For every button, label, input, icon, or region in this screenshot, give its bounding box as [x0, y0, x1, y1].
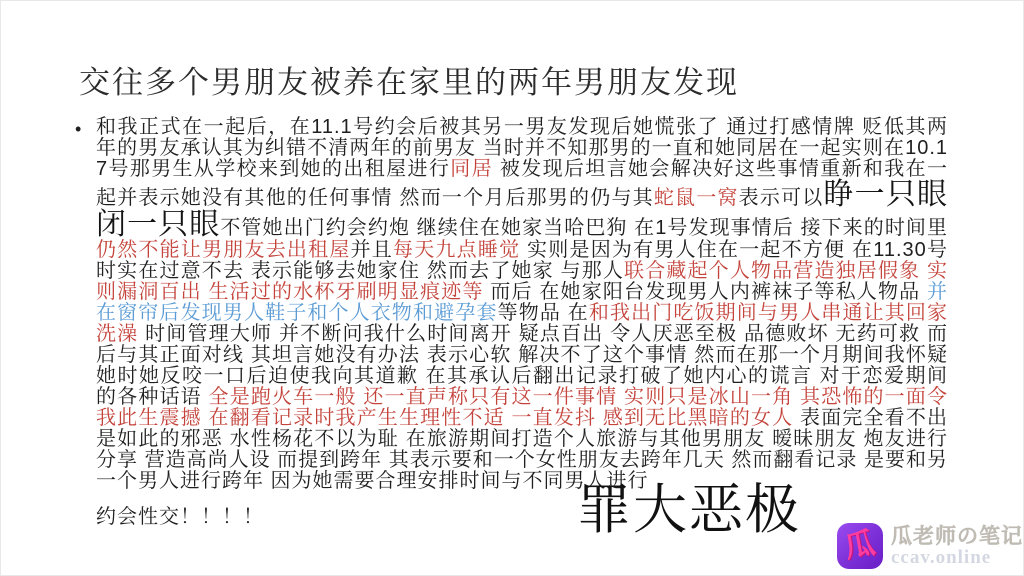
text-segment: 并在窗帘后发现男人鞋子和个人衣物和避孕套	[96, 281, 948, 324]
text-segment: 和我出门吃饭期间与男人串通让其回家洗澡	[96, 302, 949, 345]
slide-title: 交往多个男朋友被养在家里的两年男朋友发现	[79, 65, 739, 100]
text-segment: 表示可以	[738, 187, 824, 209]
melon-glyph: 瓜	[842, 526, 878, 565]
text-segment: 睁一只眼闭一只眼	[96, 178, 949, 241]
text-segment: 蛇鼠一窝	[653, 187, 739, 209]
text-segment: 联合藏起个人物品营造独居假象 实则漏洞百出 生活过的水杯牙刷明显痕迹等	[96, 260, 949, 303]
text-segment: 仍然不能让男朋友去出租屋	[96, 239, 351, 261]
text-segment: 而后 在她家阳台发现男人内裤袜子等私人物品	[483, 281, 927, 303]
body-paragraph	[96, 117, 948, 492]
text-segment: 并且	[350, 239, 393, 261]
text-segment: 时间管理大师 并不断问我什么时间离开 疑点百出 令人厌恶至极 品德败坏 无药可救 而后与其正面对线 其坦言她没有办法 表示心软 解决不了这个事情 然而在那一个月期间我怀疑她时她反咬一口后迫使我向其道歉 在其承认后翻出记录打破了她内心的谎言 对于恋爱期间的各种话语	[96, 323, 948, 408]
watermark-melon-icon	[837, 523, 883, 569]
text-segment: 全是跑火车一般 还一直声称只有这一件事情 实则只是冰山一角 其恐怖的一面令我此生震撼 在翻看记录时我产生生理性不适 一直发抖 感到无比黑暗的女人	[96, 386, 948, 429]
text-segment: 每天九点睡觉	[393, 239, 521, 261]
text-segment: 表面完全看不出是如此的邪恶 水性杨花不以为耻 在旅游期间打造个人旅游与其他男朋友 暧昧朋友 炮友进行分享 营造高尚人设 而提到跨年 其表示要和一个女性朋友去跨年几天 然而翻看记录 是要和另一个男人进行跨年 因为她需要合理安排时间与不同男人进行	[96, 407, 948, 492]
text-segment: 同居	[450, 158, 493, 180]
bullet-icon: •	[75, 119, 82, 139]
watermark	[837, 523, 1023, 569]
watermark-domain: ccav.online	[891, 546, 992, 568]
text-segment: 和我正式在一起后，在11.1号约会后被其另一男友发现后她慌张了 通过打感情牌 贬低其两年的男友承认其为纠错不清两年的前男友 当时并不知那男的一直和她同居在一起实则在10.17号那男生从学校来到她的出租屋进行	[96, 116, 948, 180]
text-segment: 实则是因为有男人住在一起不方便 在11.30号时实在过意不去 表示能够去她家住 然而去了她家 与那人	[96, 239, 949, 282]
closing-line: 约会性交！！！！	[96, 506, 264, 528]
text-segment: 等物品 在	[497, 302, 589, 324]
text-segment: 被发现后坦言她会解决好这些事情重新和我在一起并表示她没有其他的任何事情 然而一个月后那男的仍与其	[96, 158, 949, 209]
text-segment: 不管她出门约会约炮 继续住在她家当哈巴狗 在1号发现事情后 接下来的时间里	[220, 217, 949, 239]
verdict-stamp: 罪大恶极	[577, 480, 801, 540]
watermark-text	[891, 526, 1023, 567]
watermark-title: 瓜老师の笔记	[891, 524, 1023, 548]
